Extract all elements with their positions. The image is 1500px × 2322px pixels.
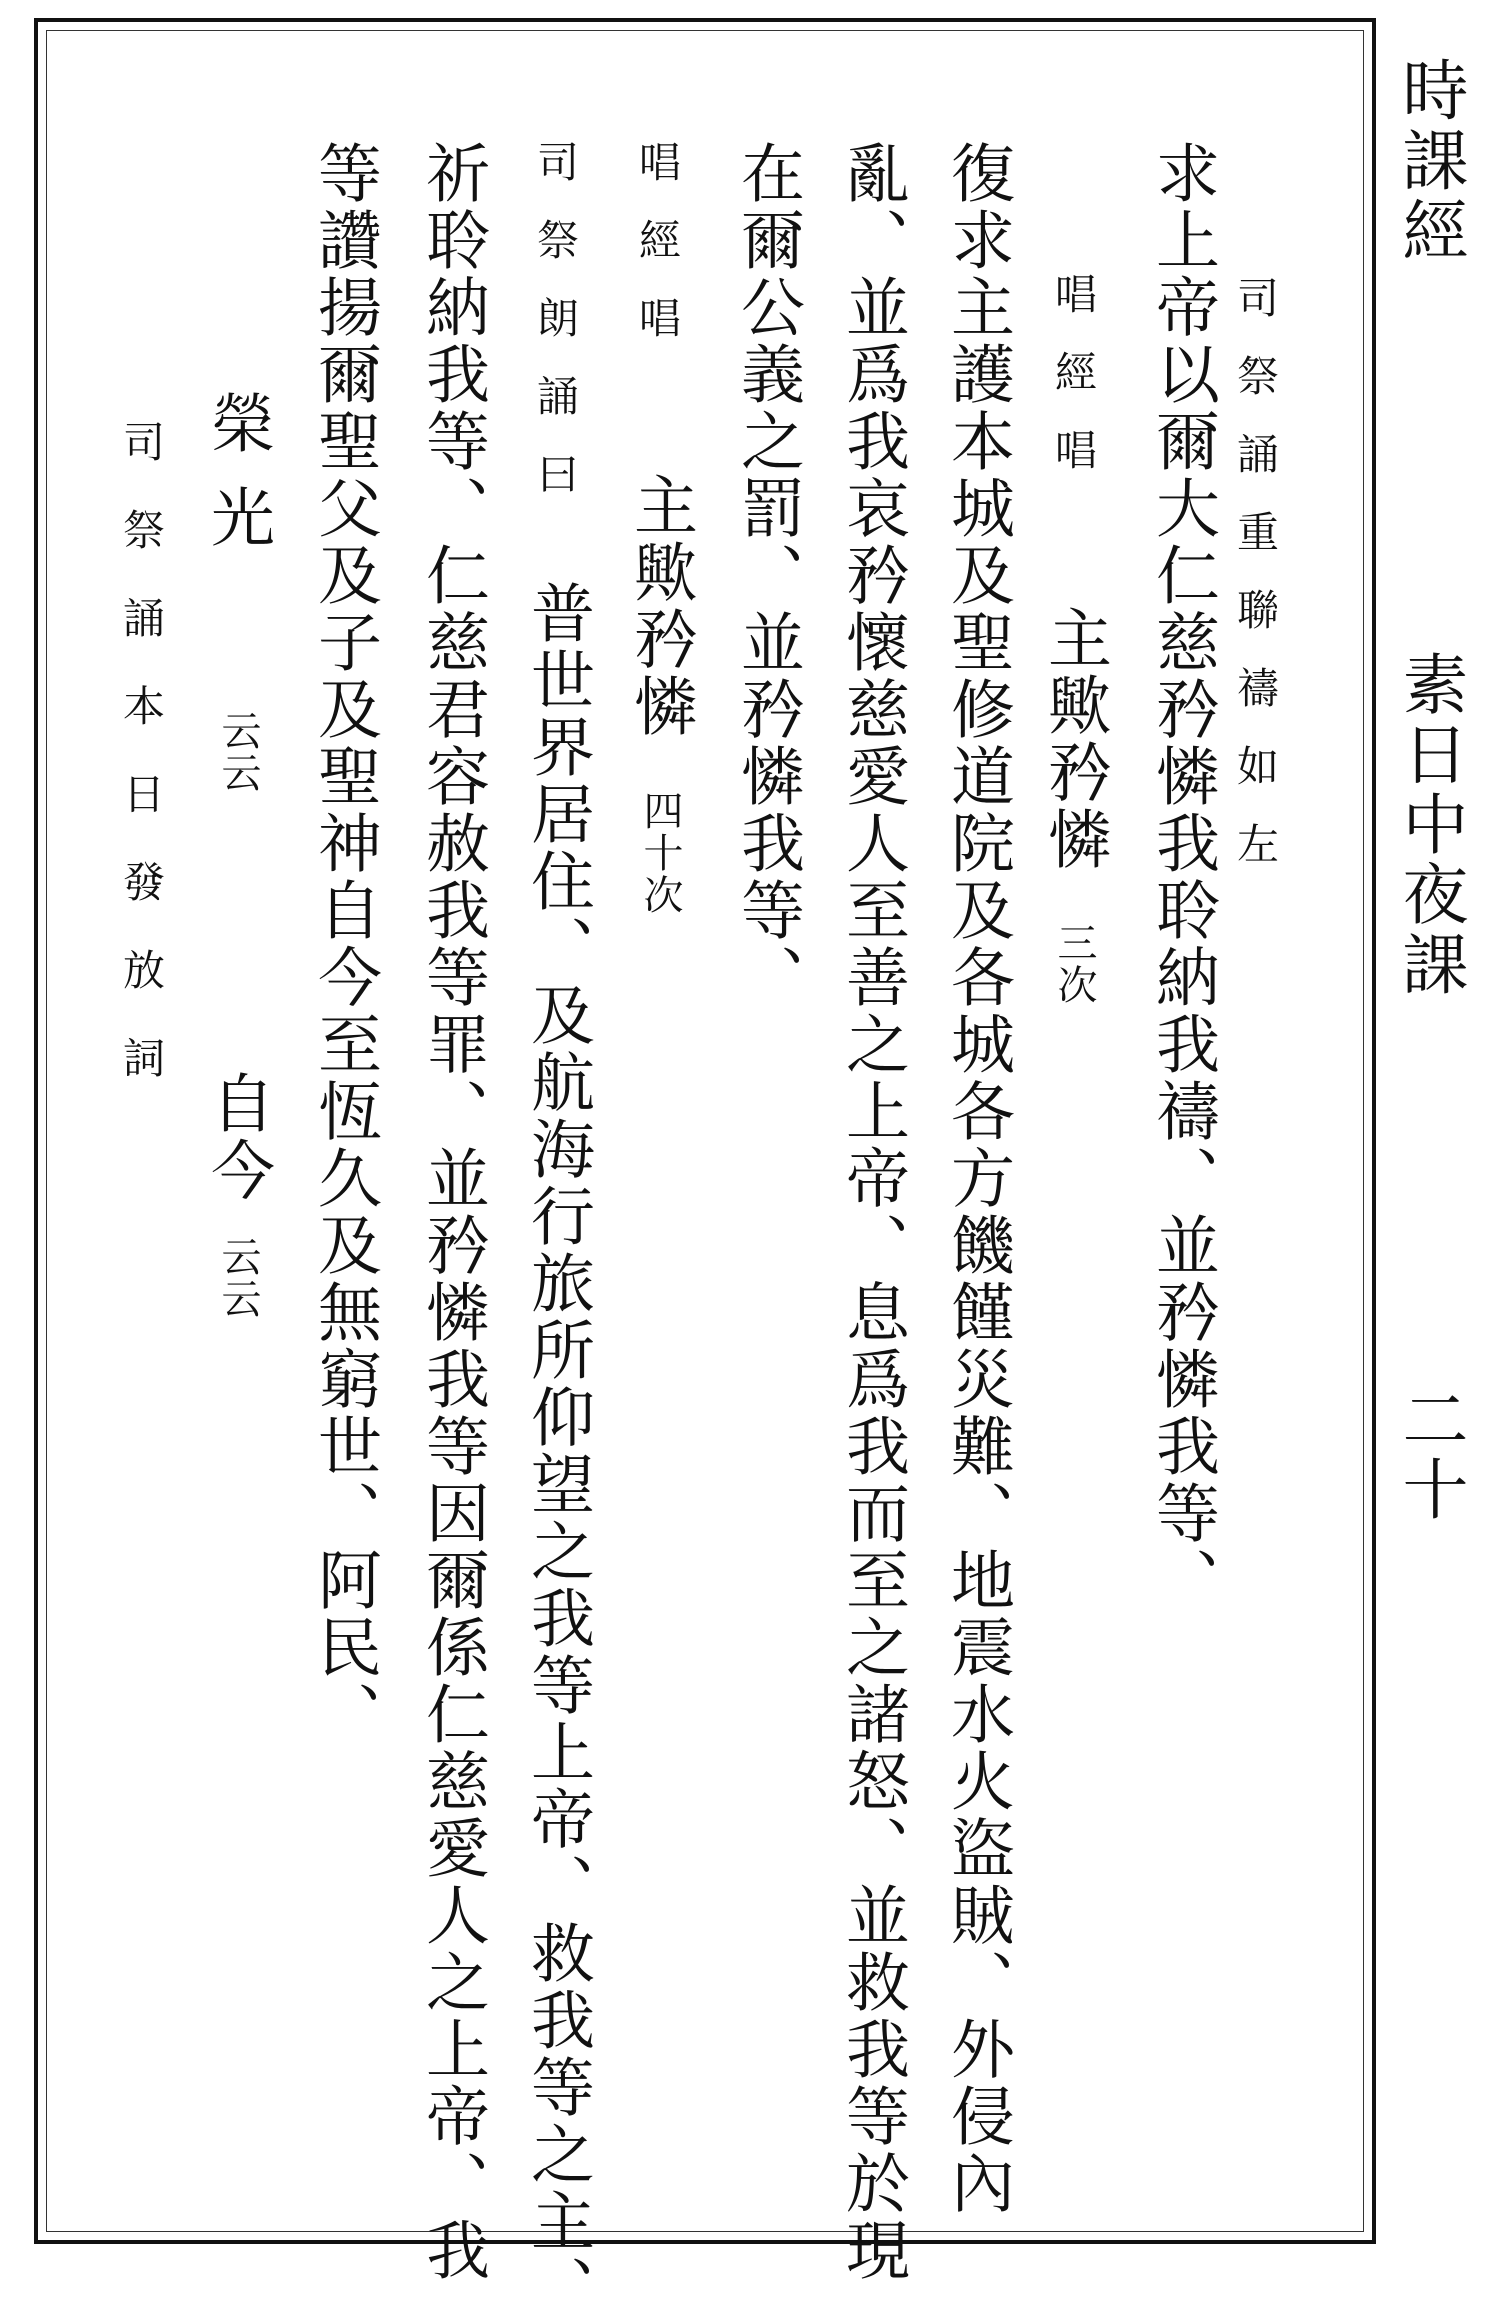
rubric-dismissal: 司祭誦本日發放詞 [117, 420, 166, 1124]
rubric-choir-2: 唱經唱 [633, 140, 682, 374]
prayer-line-5: 普世界居住、及航海行旅所仰望之我等上帝、救我等之主、 [520, 580, 594, 2322]
repeat-note-2: 四十次 [637, 790, 683, 916]
book-title: 時課經 [1391, 56, 1468, 266]
page-number: 二十 [1391, 1385, 1468, 1525]
doxology-now: 自今 [200, 1070, 274, 1204]
prayer-line-4: 在爾公義之罰、並矜憐我等、 [730, 140, 804, 1011]
prayer-line-1: 求上帝以爾大仁慈矜憐我聆納我禱、並矜憐我等、 [1145, 140, 1219, 1614]
rubric-priest-exclaims: 司祭朗誦曰 [531, 140, 580, 530]
response-lord-have-mercy-2: 主歟矜憐 [623, 472, 697, 740]
prayer-line-6: 祈聆納我等、仁慈君容赦我等罪、並矜憐我等因爾係仁慈愛人之上帝、我 [415, 140, 489, 2284]
etc-note-2: 云云 [215, 1236, 261, 1320]
rubric-choir-1: 唱經唱 [1049, 272, 1098, 506]
rubric-priest-litany: 司祭誦重聯禱如左 [1231, 276, 1280, 900]
repeat-note-1: 三次 [1051, 922, 1097, 1006]
section-title: 素日中夜課 [1391, 650, 1468, 1000]
prayer-line-7: 等讚揚爾聖父及子及聖神自今至恆久及無窮世、阿民、 [307, 140, 381, 1748]
prayer-line-2: 復求主護本城及聖修道院及各城各方饑饉災難、地震水火盜賊、外侵內 [940, 140, 1014, 2217]
doxology-glory: 榮光 [200, 390, 274, 578]
prayer-line-3: 亂、並爲我哀矜懷慈愛人至善之上帝、息爲我而至之諸怒、並救我等於現 [835, 140, 909, 2284]
etc-note-1: 云云 [215, 710, 261, 794]
response-lord-have-mercy-1: 主歟矜憐 [1037, 605, 1111, 873]
